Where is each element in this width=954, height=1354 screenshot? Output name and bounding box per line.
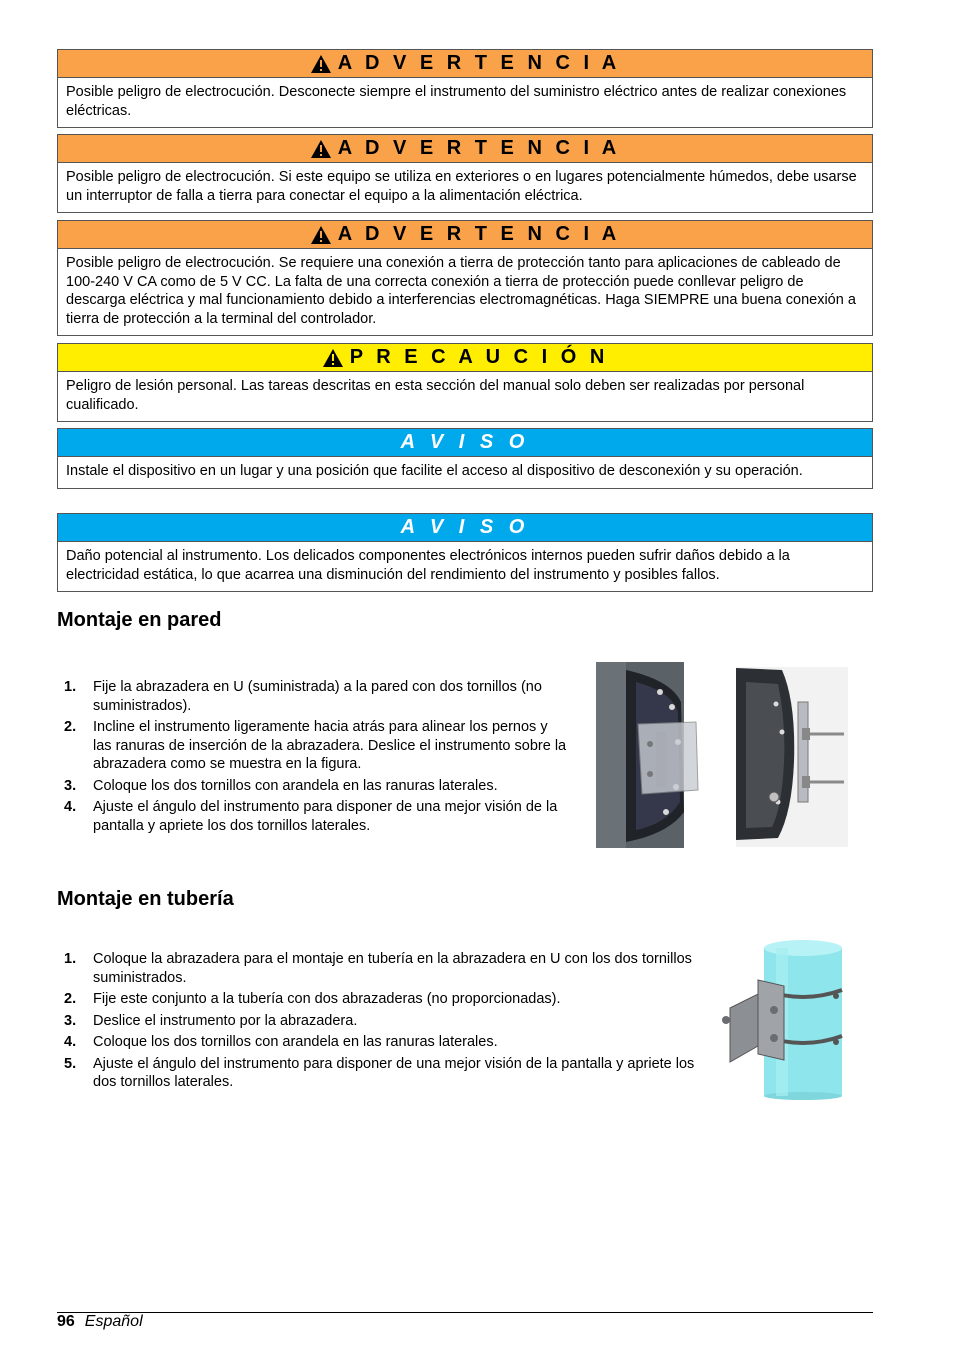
step-number: 1. bbox=[64, 679, 77, 695]
step-number: 4. bbox=[64, 1034, 77, 1050]
wall-mount-heading: Montaje en pared bbox=[57, 609, 222, 631]
step-text: Ajuste el ángulo del instrumento para disponer de una mejor visión de la pantalla y apriete los dos tornillos laterales. bbox=[93, 1055, 695, 1090]
notice-text: Instale el dispositivo en un lugar y una posición que facilite el acceso al dispositivo de desconexión y su operación. bbox=[66, 463, 803, 479]
warning-title: A D V E R T E N C I A bbox=[337, 223, 621, 245]
step-number: 4. bbox=[64, 799, 77, 815]
caution-header bbox=[58, 344, 872, 372]
step-text: Incline el instrumento ligeramente hacia atrás para alinear los pernos y las ranuras de inserción de la abrazadera. Deslice el instrumento sobre la abrazadera como se muestra en la figura. bbox=[93, 719, 567, 772]
list-item bbox=[57, 1055, 697, 1092]
warning-text: Posible peligro de electrocución. Desconecte siempre el instrumento del suministro eléctrico antes de realizar conexiones eléctricas. bbox=[66, 84, 847, 119]
step-number: 5. bbox=[64, 1055, 77, 1072]
list-item bbox=[57, 1033, 697, 1052]
notice-title: A V I S O bbox=[400, 431, 530, 453]
pipe-mount-illustration bbox=[718, 938, 848, 1100]
warning-header bbox=[58, 221, 872, 249]
notice-header bbox=[58, 429, 872, 457]
pipe-mount-steps bbox=[57, 950, 697, 1095]
warning-title: A D V E R T E N C I A bbox=[337, 52, 621, 74]
list-item bbox=[57, 950, 697, 987]
step-number: 2. bbox=[64, 719, 77, 735]
warning-triangle-icon bbox=[310, 139, 332, 159]
warning-text: Posible peligro de electrocución. Se requiere una conexión a tierra de protección tanto para aplicaciones de cableado de 100-240 V CA como de 5 V CC. La falta de una correcta conexión a tierra de protección puede conllevar peligro de descarga eléctrica y mal funcionamiento debido a interferencias electromagnéticas. Haga SIEMPRE una buena conexión a tierra de protección a la terminal del controlador. bbox=[66, 255, 856, 327]
warning-box-3 bbox=[57, 220, 873, 336]
list-item bbox=[57, 798, 569, 835]
list-item bbox=[57, 1012, 697, 1031]
notice-box-1 bbox=[57, 428, 873, 489]
step-text: Coloque los dos tornillos con arandela en las ranuras laterales. bbox=[93, 777, 498, 794]
step-text: Coloque los dos tornillos con arandela en las ranuras laterales. bbox=[93, 1034, 498, 1050]
warning-triangle-icon bbox=[310, 54, 332, 74]
pipe-mount-heading: Montaje en tubería bbox=[57, 888, 234, 910]
caution-box bbox=[57, 343, 873, 422]
notice-title: A V I S O bbox=[400, 516, 530, 538]
step-number: 2. bbox=[64, 991, 77, 1007]
caution-title: P R E C A U C I Ó N bbox=[349, 346, 609, 368]
footer-divider bbox=[57, 1312, 873, 1313]
warning-header bbox=[58, 135, 872, 163]
notice-box-2 bbox=[57, 513, 873, 592]
caution-text: Peligro de lesión personal. Las tareas descritas en esta sección del manual solo deben ser realizadas por personal cualificado. bbox=[66, 378, 805, 413]
step-number: 3. bbox=[64, 777, 77, 794]
step-text: Fije la abrazadera en U (suministrada) a la pared con dos tornillos (no suministrados). bbox=[93, 679, 542, 714]
warning-box-1 bbox=[57, 49, 873, 128]
page-footer bbox=[57, 1313, 143, 1331]
step-text: Ajuste el ángulo del instrumento para disponer de una mejor visión de la pantalla y apriete los dos tornillos laterales. bbox=[93, 799, 558, 834]
warning-header bbox=[58, 50, 872, 78]
page-number: 96 bbox=[57, 1313, 75, 1330]
step-number: 1. bbox=[64, 951, 77, 967]
list-item bbox=[57, 678, 569, 715]
warning-triangle-icon bbox=[322, 348, 344, 368]
warning-box-2 bbox=[57, 134, 873, 213]
step-text: Fije este conjunto a la tubería con dos abrazaderas (no proporcionadas). bbox=[93, 991, 561, 1007]
notice-text: Daño potencial al instrumento. Los delicados componentes electrónicos internos pueden sufrir daños debido a la electricidad estática, lo que acarrea una disminución del rendimiento del instrumento y posibles fallos. bbox=[66, 548, 790, 583]
warning-triangle-icon bbox=[310, 225, 332, 245]
step-text: Coloque la abrazadera para el montaje en tubería en la abrazadera en U con los dos tornillos suministrados. bbox=[93, 951, 692, 986]
step-text: Deslice el instrumento por la abrazadera. bbox=[93, 1012, 358, 1029]
list-item bbox=[57, 990, 697, 1009]
wall-mount-illustration bbox=[596, 662, 850, 848]
footer-language: Español bbox=[84, 1313, 143, 1330]
warning-title: A D V E R T E N C I A bbox=[337, 137, 621, 159]
notice-header bbox=[58, 514, 872, 542]
wall-mount-steps bbox=[57, 678, 569, 838]
list-item bbox=[57, 777, 569, 796]
warning-text: Posible peligro de electrocución. Si este equipo se utiliza en exteriores o en lugares potencialmente húmedos, debe usarse un interruptor de falla a tierra para conectar el equipo a la alimentación eléctrica. bbox=[66, 169, 857, 204]
list-item bbox=[57, 718, 569, 774]
step-number: 3. bbox=[64, 1012, 77, 1029]
